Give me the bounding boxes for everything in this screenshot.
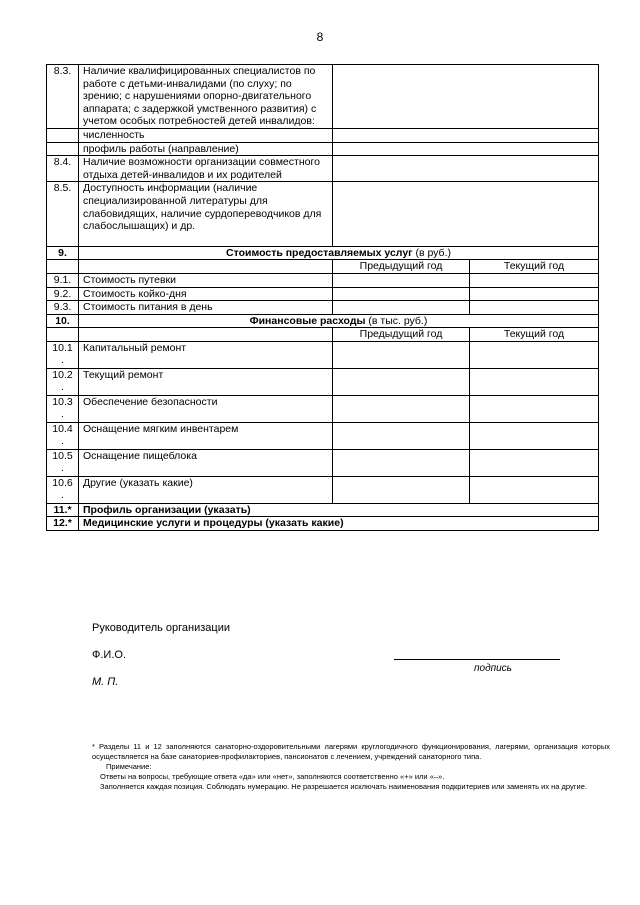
row-label: Медицинские услуги и процедуры (указать какие) [79, 517, 599, 531]
section-9-columns [47, 260, 599, 274]
row-10-4 [47, 422, 599, 449]
row-number: 8.4. [47, 156, 79, 182]
column-header-current-year: Текущий год [470, 328, 599, 342]
section-title-text: Финансовые расходы [249, 314, 366, 327]
row-label: Стоимость питания в день [79, 301, 333, 315]
section-10-header [47, 314, 599, 328]
row-label: Профиль организации (указать) [79, 503, 599, 517]
row-8-3 [47, 65, 599, 129]
answer-cell[interactable] [333, 142, 599, 156]
current-year-cell[interactable] [470, 368, 599, 395]
signature-caption: подпись [474, 663, 512, 674]
row-10-1 [47, 341, 599, 368]
column-header-current-year: Текущий год [470, 260, 599, 274]
row-number: 10.2 . [47, 368, 79, 395]
row-label: численность [79, 128, 333, 142]
form-table [46, 64, 599, 531]
current-year-cell[interactable] [470, 449, 599, 476]
column-header-previous-year: Предыдущий год [333, 260, 470, 274]
row-number: 9.2. [47, 287, 79, 301]
previous-year-cell[interactable] [333, 368, 470, 395]
column-header-previous-year: Предыдущий год [333, 328, 470, 342]
row-label: Стоимость путевки [79, 273, 333, 287]
row-number: 10.6 . [47, 476, 79, 503]
row-number: 10.4 . [47, 422, 79, 449]
row-label: Оснащение мягким инвентарем [79, 422, 333, 449]
row-number: 10.3 . [47, 395, 79, 422]
current-year-cell[interactable] [470, 287, 599, 301]
answer-cell[interactable] [333, 156, 599, 182]
section-title [79, 314, 599, 328]
row-8-3-count [47, 128, 599, 142]
current-year-cell[interactable] [470, 341, 599, 368]
row-number: 9.3. [47, 301, 79, 315]
row-label: Другие (указать какие) [79, 476, 333, 503]
row-number: 8.5. [47, 182, 79, 246]
section-title [79, 246, 599, 260]
row-label: Стоимость койко-дня [79, 287, 333, 301]
head-of-organization-label: Руководитель организации [92, 622, 231, 634]
row-number: 9.1. [47, 273, 79, 287]
section-unit: (в руб.) [415, 246, 451, 259]
row-number: 10.1 . [47, 341, 79, 368]
row-11 [47, 503, 599, 517]
row-number: 8.3. [47, 65, 79, 129]
remark-item: Ответы на вопросы, требующие ответа «да» или «нет», заполняются соответственно «+» или «–». [100, 772, 445, 781]
current-year-cell[interactable] [470, 301, 599, 315]
row-number: 10.5 . [47, 449, 79, 476]
row-8-5 [47, 182, 599, 246]
section-9-header [47, 246, 599, 260]
previous-year-cell[interactable] [333, 449, 470, 476]
row-8-3-profile [47, 142, 599, 156]
row-label: Текущий ремонт [79, 368, 333, 395]
current-year-cell[interactable] [470, 476, 599, 503]
footnotes [92, 742, 610, 792]
previous-year-cell[interactable] [333, 476, 470, 503]
stamp-label: М. П. [92, 676, 119, 688]
section-number: 10. [47, 314, 79, 328]
full-name-label: Ф.И.О. [92, 649, 126, 661]
row-label: Наличие квалифицированных специалистов по работе с детьми-инвалидами (по слуху; по зрению; с нарушениями опорно-двигательного аппарата; с задержкой умственного развития) с учетом особых потребностей детей инвалидов: [79, 65, 333, 129]
row-10-3 [47, 395, 599, 422]
current-year-cell[interactable] [470, 422, 599, 449]
answer-cell[interactable] [333, 128, 599, 142]
current-year-cell[interactable] [470, 395, 599, 422]
section-unit: (в тыс. руб.) [368, 314, 428, 327]
previous-year-cell[interactable] [333, 287, 470, 301]
remark-item: Заполняется каждая позиция. Соблюдать нумерацию. Не разрешается исключать наименования подкритериев или заменять их на другие. [100, 782, 587, 791]
row-10-2 [47, 368, 599, 395]
row-label: Доступность информации (наличие специализированной литературы для слабовидящих, наличие сурдопереводчиков для слабослышащих) и др. [79, 182, 333, 246]
previous-year-cell[interactable] [333, 273, 470, 287]
row-10-5 [47, 449, 599, 476]
previous-year-cell[interactable] [333, 301, 470, 315]
row-9-3 [47, 301, 599, 315]
page-number: 8 [316, 30, 324, 44]
row-label: Наличие возможности организации совместного отдыха детей-инвалидов и их родителей [79, 156, 333, 182]
row-label: Оснащение пищеблока [79, 449, 333, 476]
previous-year-cell[interactable] [333, 395, 470, 422]
row-10-6 [47, 476, 599, 503]
section-number: 9. [47, 246, 79, 260]
signature-line[interactable] [394, 659, 560, 660]
row-label: профиль работы (направление) [79, 142, 333, 156]
remark-title: Примечание: [106, 762, 152, 771]
section-10-columns [47, 328, 599, 342]
row-number: 11.* [47, 503, 79, 517]
row-9-1 [47, 273, 599, 287]
previous-year-cell[interactable] [333, 422, 470, 449]
row-number: 12.* [47, 517, 79, 531]
row-label: Капитальный ремонт [79, 341, 333, 368]
footnote-text: * Разделы 11 и 12 заполняются санаторно-оздоровительными лагерями круглогодичного функционирования, лагерями, организация которых осуществляется на базе санаториев-профилакториев, пансионатов с лечением, учреждений санаторного типа. [92, 742, 610, 761]
previous-year-cell[interactable] [333, 341, 470, 368]
row-12 [47, 517, 599, 531]
row-label: Обеспечение безопасности [79, 395, 333, 422]
answer-cell[interactable] [333, 182, 599, 246]
row-9-2 [47, 287, 599, 301]
answer-cell[interactable] [333, 65, 599, 129]
current-year-cell[interactable] [470, 273, 599, 287]
row-8-4 [47, 156, 599, 182]
section-title-text: Стоимость предоставляемых услуг [226, 246, 413, 259]
